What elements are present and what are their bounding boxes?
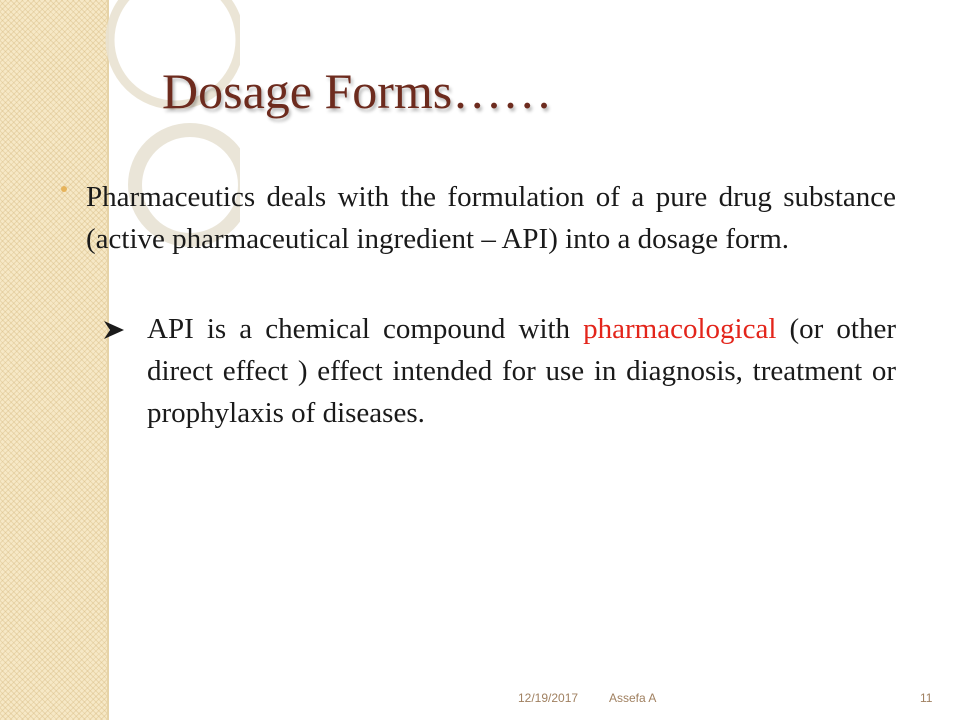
bullet-paragraph-2 — [147, 308, 896, 434]
arrow-bullet-icon — [103, 320, 125, 340]
footer-date: 12/19/2017 — [518, 691, 579, 705]
footer-page-number: 11 — [920, 691, 933, 705]
footer-author: Assefa A — [609, 691, 657, 705]
slide-title: Dosage Forms…… — [162, 63, 553, 119]
bullet2-text-before: API is a chemical compound with — [147, 313, 584, 345]
bullet2-highlight: pharmacological — [583, 313, 777, 345]
bullet-dot-icon — [61, 186, 67, 192]
bullet-paragraph-1: Pharmaceutics deals with the formulation of a pure drug substance (active pharmaceutical ingredient – API) into a dosage form. — [86, 181, 896, 255]
bullet2-text-after: (or other direct effect ) effect intended for use in diagnosis, treatment or prophylaxis of diseases. — [147, 313, 896, 429]
